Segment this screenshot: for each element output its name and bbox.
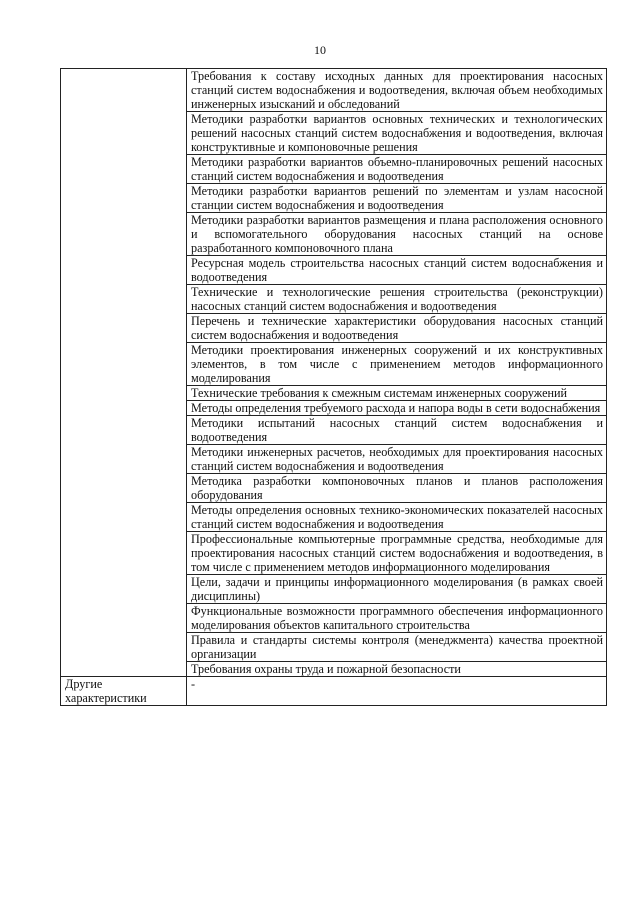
requirement-item: Методики разработки вариантов размещения и плана расположения основного и вспомогательного оборудования насосных станций на основе разработанного компоновочного плана <box>187 213 607 256</box>
other-characteristics-label: Другие характеристики <box>61 677 187 706</box>
requirement-item: Методики разработки вариантов решений по элементам и узлам насосной станции систем водоснабжения и водоотведения <box>187 184 607 213</box>
page-number: 10 <box>314 43 326 57</box>
requirement-item: Требования к составу исходных данных для проектирования насосных станций систем водоснабжения и водоотведения, включая объем необходимых инженерных изысканий и обследований <box>187 69 607 112</box>
requirement-item: Правила и стандарты системы контроля (менеджмента) качества проектной организации <box>187 633 607 662</box>
requirement-item: Перечень и технические характеристики оборудования насосных станций систем водоснабжения и водоотведения <box>187 314 607 343</box>
requirement-item: Методики проектирования инженерных сооружений и их конструктивных элементов, в том числе с применением методов информационного моделирования <box>187 343 607 386</box>
knowledge-label-cell <box>61 69 187 677</box>
requirement-item: Методы определения основных технико-экономических показателей насосных станций систем водоснабжения и водоотведения <box>187 503 607 532</box>
requirement-item: Методика разработки компоновочных планов и планов расположения оборудования <box>187 474 607 503</box>
requirement-item: Методики разработки вариантов основных технических и технологических решений насосных станций систем водоснабжения и водоотведения, включая конструктивные и компоновочные решения <box>187 112 607 155</box>
requirement-item: Цели, задачи и принципы информационного моделирования (в рамках своей дисциплины) <box>187 575 607 604</box>
requirement-item: Методики инженерных расчетов, необходимых для проектирования насосных станций систем водоснабжения и водоотведения <box>187 445 607 474</box>
requirements-table <box>60 68 607 706</box>
requirement-item: Методики разработки вариантов объемно-планировочных решений насосных станций систем водоснабжения и водоотведения <box>187 155 607 184</box>
requirement-item: Профессиональные компьютерные программные средства, необходимые для проектирования насосных станций систем водоснабжения и водоотведения, в том числе с применением методов информационного моделирования <box>187 532 607 575</box>
other-characteristics-row <box>61 677 607 706</box>
requirement-item: Технические и технологические решения строительства (реконструкции) насосных станций систем водоснабжения и водоотведения <box>187 285 607 314</box>
requirement-item: Методы определения требуемого расхода и напора воды в сети водоснабжения <box>187 401 607 416</box>
requirement-item: Методики испытаний насосных станций систем водоснабжения и водоотведения <box>187 416 607 445</box>
requirement-item: Ресурсная модель строительства насосных станций систем водоснабжения и водоотведения <box>187 256 607 285</box>
requirement-item: Требования охраны труда и пожарной безопасности <box>187 662 607 677</box>
requirement-item: Функциональные возможности программного обеспечения информационного моделирования объектов капитального строительства <box>187 604 607 633</box>
other-characteristics-value: - <box>187 677 607 706</box>
table-row <box>61 69 607 112</box>
requirement-item: Технические требования к смежным системам инженерных сооружений <box>187 386 607 401</box>
